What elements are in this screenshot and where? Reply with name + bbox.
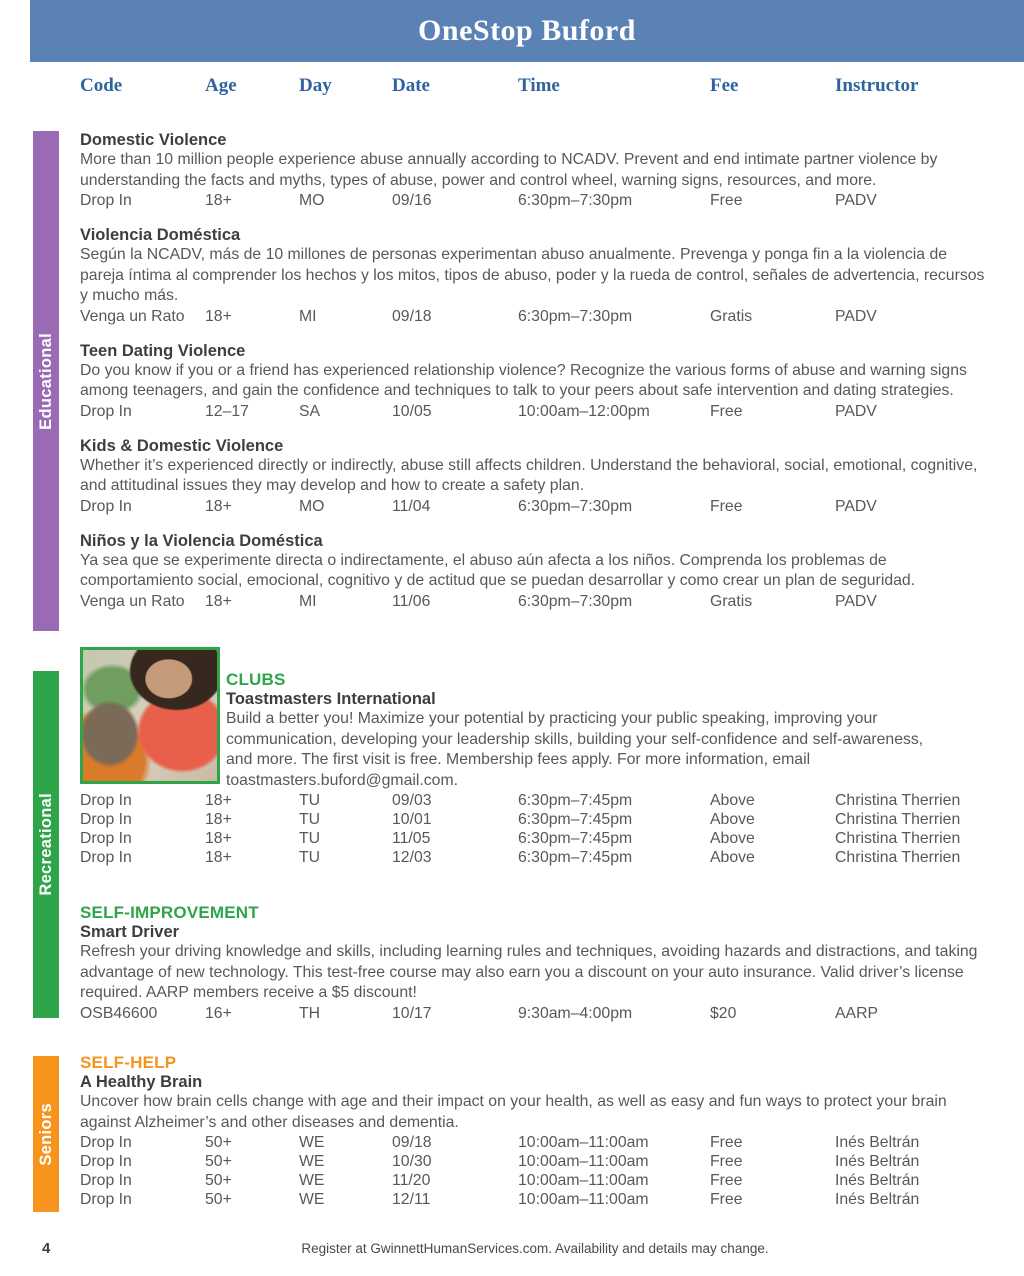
program-title: Domestic Violence [80,131,227,149]
band-recreational-label: Recreational [36,793,55,896]
schedule-row [80,791,990,810]
cell-fee: Free [710,402,743,420]
program-description: More than 10 million people experience abuse annually according to NCADV. Prevent and end intimate partner violence by understanding the facts and myths, types of abuse, power and control wheel, warning signs, resources, and more. [80,151,938,189]
cell-instructor: Christina Therrien [835,811,961,828]
program-title: Teen Dating Violence [80,341,246,360]
cell-day: TU [299,830,321,847]
cell-instructor: Inés Beltrán [835,1191,920,1208]
schedule-rows [80,307,990,326]
program-teen-dating-violence [80,342,990,421]
cell-age: 50+ [205,1191,232,1208]
cell-instructor: PADV [835,192,877,209]
band-recreational [33,671,59,1018]
schedule-row [80,1171,990,1190]
schedule-row [80,1133,990,1152]
cell-fee: Above [710,830,755,847]
cell-age: 50+ [205,1153,232,1170]
cell-code: Drop In [80,1153,132,1170]
band-seniors-label: Seniors [36,1102,55,1166]
schedule-rows [80,191,990,210]
schedule-row [80,307,990,326]
cell-instructor: Christina Therrien [835,792,961,809]
cell-date: 12/03 [392,849,432,866]
cell-age: 12–17 [205,402,249,420]
cell-instructor: PADV [835,402,877,420]
cell-day: MO [299,192,325,209]
cell-age: 18+ [205,497,232,515]
cell-time: 6:30pm–7:30pm [518,192,633,209]
schedule-row [80,402,990,421]
cell-code: Venga un Rato [80,307,185,325]
program-media-block [80,647,990,791]
cell-time: 10:00am–11:00am [518,1191,649,1208]
cell-fee: $20 [710,1004,737,1022]
cell-code: Drop In [80,849,132,866]
cell-day: SA [299,402,321,420]
cell-date: 09/16 [392,192,432,209]
cell-age: 50+ [205,1172,232,1189]
schedule-rows [80,497,990,516]
cell-day: WE [299,1153,325,1170]
cell-instructor: PADV [835,497,877,515]
cell-age: 18+ [205,830,232,847]
cell-day: MO [299,497,325,515]
cell-day: MI [299,307,317,325]
cell-day: WE [299,1134,325,1151]
program-title: Smart Driver [80,923,180,941]
cell-day: WE [299,1191,325,1208]
footer-note: Register at GwinnettHumanServices.com. Availability and details may change. [301,1241,769,1256]
column-header-day: Day [299,75,332,96]
cell-time: 6:30pm–7:30pm [518,497,633,515]
cell-day: TU [299,811,321,828]
program-title: Niños y la Violencia Doméstica [80,531,323,550]
program-description: Whether it’s experienced directly or indirectly, abuse still affects children. Understand the behavioral, social, emotional, cognitive, and attitudinal issues they may develop and how to create a safety plan. [80,456,978,494]
band-educational-label: Educational [36,332,55,430]
schedule-row [80,1190,990,1209]
column-header-date: Date [392,75,430,96]
cell-fee: Free [710,1172,743,1189]
program-smart-driver [80,903,990,1023]
cell-instructor: PADV [835,307,877,325]
cell-code: Drop In [80,792,132,809]
cell-fee: Gratis [710,592,753,610]
schedule-rows [80,402,990,421]
program-a-healthy-brain [80,1053,990,1209]
cell-age: 18+ [205,849,232,866]
program-description: Uncover how brain cells change with age and their impact on your health, as well as easy and fun ways to protect your brain against Alzheimer’s and other diseases and dementia. [80,1093,947,1131]
cell-time: 6:30pm–7:30pm [518,307,633,325]
program-ni-os-y-la-violencia-dom-stica [80,532,990,611]
cell-age: 18+ [205,192,232,209]
column-header-age: Age [205,75,237,96]
cell-time: 6:30pm–7:45pm [518,792,633,809]
column-header-fee: Fee [710,75,739,96]
cell-code: OSB46600 [80,1004,158,1022]
cell-age: 16+ [205,1004,232,1022]
cell-instructor: AARP [835,1004,879,1022]
cell-time: 6:30pm–7:45pm [518,849,633,866]
cell-fee: Free [710,1191,743,1208]
band-educational [33,131,59,631]
program-description: Build a better you! Maximize your potential by practicing your public speaking, improving your communication, developing your leadership skills, building your self-confidence and self-awareness, and more. The first visit is free. Membership fees apply. For more information, email toastmasters.buford@gmail.com. [226,710,924,789]
page-title: OneStop Buford [418,14,636,47]
schedule-row [80,829,990,848]
cell-date: 11/20 [392,1172,431,1189]
schedule-row [80,1152,990,1171]
cell-age: 18+ [205,592,232,610]
cell-code: Drop In [80,811,132,828]
cell-date: 09/18 [392,307,432,325]
schedule-row [80,848,990,867]
cell-date: 10/17 [392,1004,432,1022]
group-educational [80,131,990,611]
cell-code: Drop In [80,497,132,515]
cell-instructor: Christina Therrien [835,830,961,847]
cell-age: 18+ [205,307,232,325]
schedule-row [80,497,990,516]
program-description: Ya sea que se experimente directa o indirectamente, el abuso aún afecta a los niños. Comprenda los problemas de comportamiento social, emocional, cognitivo y de actitud que se puedan desarrollar y como crear un plan de seguridad. [80,551,916,589]
cell-age: 50+ [205,1134,232,1151]
program-description: Do you know if you or a friend has experienced relationship violence? Recognize the various forms of abuse and warning signs among teenagers, and gain the confidence and techniques to talk to your peers about safe intervention and dating strategies. [80,361,967,399]
program-description: Refresh your driving knowledge and skills, including learning rules and techniques, avoiding hazards and distractions, and taking advantage of new technology. This test-free course may also earn you a discount on your auto insurance. Valid driver’s license required. AARP members receive a $5 discount! [80,943,978,1001]
cell-fee: Gratis [710,307,753,325]
category-heading-self-improvement: SELF-IMPROVEMENT [80,903,259,922]
page-banner [30,0,1024,62]
schedule-rows [80,791,990,867]
cell-age: 18+ [205,792,232,809]
program-toastmasters-international [80,647,990,867]
schedule-rows [80,1133,990,1209]
category-heading-clubs: CLUBS [226,670,286,689]
cell-date: 11/06 [392,592,431,610]
page-number: 4 [42,1240,51,1257]
cell-instructor: Inés Beltrán [835,1134,920,1151]
schedule-row [80,1004,990,1023]
cell-date: 09/03 [392,792,432,809]
program-domestic-violence [80,131,990,210]
cell-fee: Above [710,849,755,866]
schedule-row [80,592,990,611]
cell-time: 10:00am–11:00am [518,1153,649,1170]
cell-time: 10:00am–11:00am [518,1134,649,1151]
schedule-rows [80,1004,990,1023]
cell-date: 10/30 [392,1153,432,1170]
category-heading-self-help: SELF-HELP [80,1053,177,1072]
column-header-row [80,74,990,98]
cell-fee: Free [710,497,743,515]
program-description: Según la NCADV, más de 10 millones de personas experimentan abuso anualmente. Prevenga y ponga fin a la violencia de pareja íntima al comprender los hechos y los mitos, tipos de abuso, poder y la rueda de control, señales de advertencia, recursos y mucho más. [80,246,985,304]
program-kids-domestic-violence [80,437,990,516]
cell-age: 18+ [205,811,232,828]
cell-code: Drop In [80,1191,132,1208]
group-recreational [80,647,990,1023]
schedule-row [80,191,990,210]
program-title: Kids & Domestic Violence [80,436,284,455]
cell-fee: Above [710,792,755,809]
program-text-block [226,647,926,791]
cell-day: MI [299,592,317,610]
cell-code: Venga un Rato [80,592,185,610]
cell-instructor: Inés Beltrán [835,1153,920,1170]
cell-time: 10:00am–12:00pm [518,402,650,420]
program-title: A Healthy Brain [80,1073,203,1091]
cell-date: 11/04 [392,497,431,515]
cell-date: 09/18 [392,1134,432,1151]
cell-date: 10/05 [392,402,432,420]
cell-code: Drop In [80,1172,132,1189]
cell-fee: Free [710,192,743,209]
cell-instructor: Inés Beltrán [835,1172,920,1189]
cell-date: 10/01 [392,811,432,828]
column-header-instructor: Instructor [835,75,919,96]
cell-day: TH [299,1004,321,1022]
cell-instructor: PADV [835,592,877,610]
program-violencia-dom-stica [80,226,990,326]
cell-time: 9:30am–4:00pm [518,1004,633,1022]
column-header-code: Code [80,75,123,96]
band-seniors [33,1056,59,1212]
cell-fee: Free [710,1134,743,1151]
cell-code: Drop In [80,830,132,847]
cell-code: Drop In [80,402,132,420]
cell-code: Drop In [80,192,132,209]
cell-day: WE [299,1172,325,1189]
column-header-time: Time [518,75,560,96]
cell-instructor: Christina Therrien [835,849,961,866]
schedule-rows [80,592,990,611]
cell-time: 6:30pm–7:45pm [518,811,633,828]
cell-date: 11/05 [392,830,431,847]
program-title: Violencia Doméstica [80,226,241,244]
group-seniors [80,1053,990,1209]
cell-day: TU [299,849,321,866]
cell-day: TU [299,792,321,809]
cell-time: 6:30pm–7:30pm [518,592,633,610]
cell-fee: Free [710,1153,743,1170]
cell-date: 12/11 [392,1191,431,1208]
cell-code: Drop In [80,1134,132,1151]
schedule-row [80,810,990,829]
cell-fee: Above [710,811,755,828]
program-title: Toastmasters International [226,690,436,708]
cell-time: 6:30pm–7:45pm [518,830,633,847]
toastmasters-clapping-photo [80,647,220,784]
cell-time: 10:00am–11:00am [518,1172,649,1189]
